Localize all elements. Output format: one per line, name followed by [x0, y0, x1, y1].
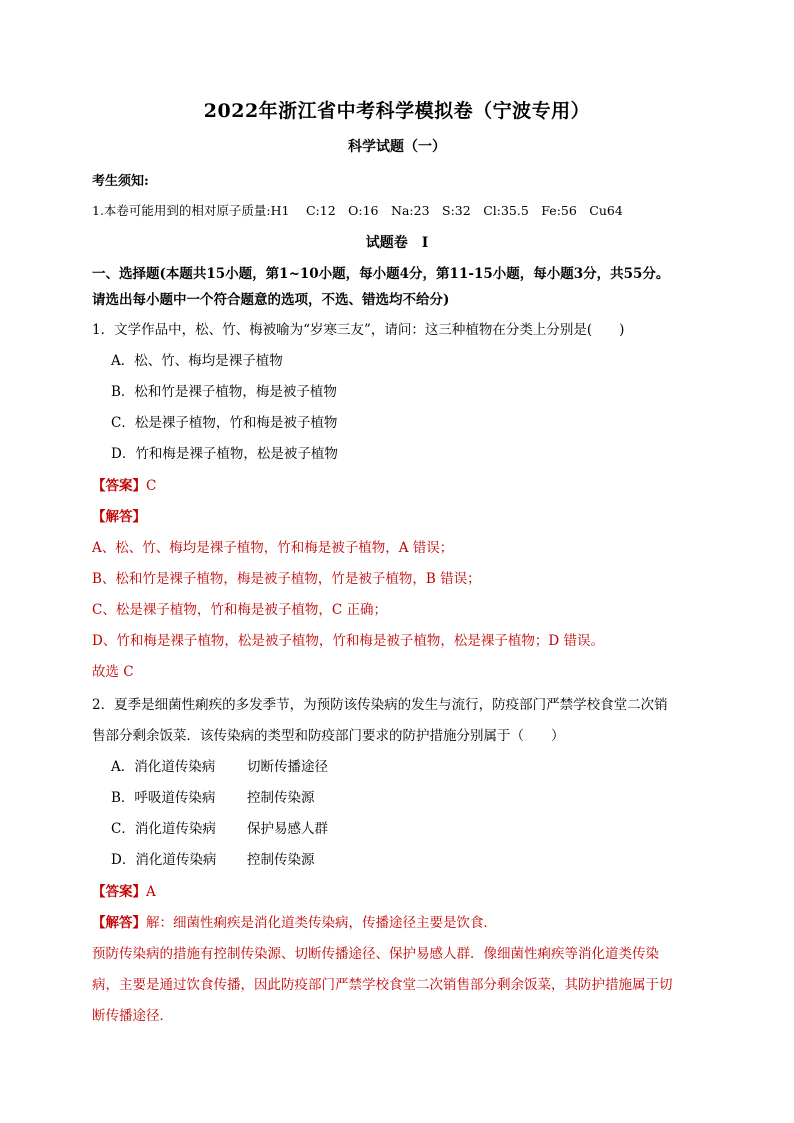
analysis-tag: 【解答】 [92, 509, 146, 525]
option-measure: 保护易感人群 [247, 821, 328, 837]
option-label: D．消化道传染病 [111, 852, 217, 868]
question-2-analysis-1: 预防传染病的措施有控制传染源、切断传播途径、保护易感人群．像细菌性痢疾等消化道类传染 [92, 946, 659, 962]
analysis-tag: 【解答】 [92, 915, 146, 931]
question-1-answer [92, 476, 156, 496]
question-2-stem-2: 售部分剩余饭菜．该传染病的类型和防疫部门要求的防护措施分别属于（ ） [92, 728, 565, 744]
question-2-answer [92, 882, 156, 902]
question-2-analysis-first [92, 913, 497, 933]
answer-value: A [146, 884, 156, 900]
section-title: 试题卷 I [365, 235, 429, 251]
answer-value: C [146, 478, 157, 494]
atomic-mass-note: 1.本卷可能用到的相对原子质量:H1 C:12 O:16 Na:23 S:32 Cl:35.5 Fe:56 Cu64 [92, 203, 623, 218]
option-measure: 控制传染源 [247, 852, 315, 868]
question-2-option-b [111, 788, 315, 808]
question-1-analysis-b: B、松和竹是裸子植物，梅是被子植物，竹是被子植物，B 错误； [92, 571, 481, 587]
option-label: B．呼吸道传染病 [111, 790, 216, 806]
option-measure: 切断传播途径 [247, 759, 328, 775]
answer-tag: 【答案】 [92, 884, 146, 900]
question-2-option-d [111, 850, 315, 870]
question-2-analysis-3: 断传播途径． [92, 1008, 173, 1024]
answer-tag: 【答案】 [92, 478, 146, 494]
option-label: C．消化道传染病 [111, 821, 216, 837]
question-2-option-c [111, 819, 328, 839]
analysis-text: 解：细菌性痢疾是消化道类传染病，传播途径主要是饮食． [146, 915, 497, 931]
question-2-option-a [111, 757, 328, 777]
question-1-conclusion: 故选 C [92, 664, 134, 680]
section-instruction-2: 请选出每小题中一个符合题意的选项，不选、错选均不给分) [92, 292, 450, 308]
question-1-analysis-tag [92, 507, 146, 527]
question-1-option-b: B．松和竹是裸子植物，梅是被子植物 [111, 384, 337, 400]
option-label: A．消化道传染病 [111, 759, 216, 775]
question-2-analysis-2: 病，主要是通过饮食传播，因此防疫部门严禁学校食堂二次销售部分剩余饭菜，其防护措施属于切 [92, 977, 673, 993]
section-instruction-1: 一、选择题(本题共15小题，第1~10小题，每小题4分，第11-15小题，每小题3分，共55分。 [92, 266, 670, 282]
question-1-analysis-c: C、松是裸子植物，竹和梅是被子植物，C 正确； [92, 602, 387, 618]
notice-heading: 考生须知: [92, 174, 149, 189]
question-1-option-d: D．竹和梅是裸子植物，松是被子植物 [111, 446, 338, 462]
question-2-stem-1: 2．夏季是细菌性痢疾的多发季节，为预防该传染病的发生与流行，防疫部门严禁学校食堂二次销 [92, 697, 668, 713]
question-1-option-c: C．松是裸子植物，竹和梅是被子植物 [111, 415, 338, 431]
page-title: 2022年浙江省中考科学模拟卷（宁波专用） [203, 100, 591, 122]
question-1-analysis-a: A、松、竹、梅均是裸子植物，竹和梅是被子植物，A 错误； [92, 540, 454, 556]
question-1-stem: 1．文学作品中，松、竹、梅被喻为“岁寒三友”，请问：这三种植物在分类上分别是( ) [92, 322, 625, 338]
question-1-analysis-d: D、竹和梅是裸子植物，松是被子植物，竹和梅是被子植物，松是裸子植物；D 错误。 [92, 633, 604, 649]
option-measure: 控制传染源 [247, 790, 315, 806]
page-subtitle: 科学试题（一） [348, 139, 446, 155]
question-1-option-a: A．松、竹、梅均是裸子植物 [111, 353, 283, 369]
